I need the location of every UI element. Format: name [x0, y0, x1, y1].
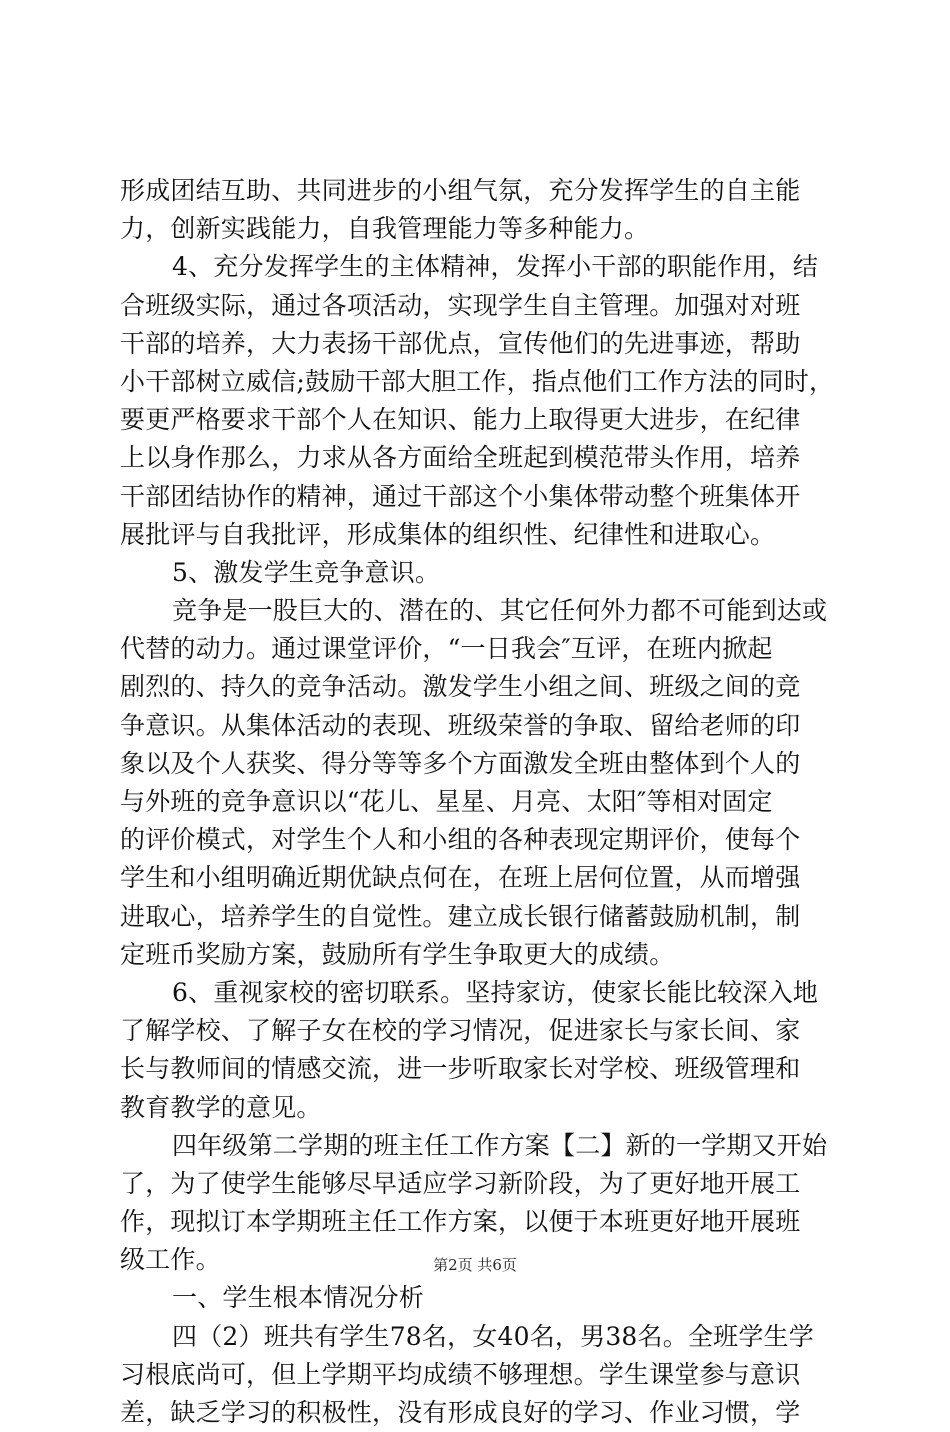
text-line: 6、重视家校的密切联系。坚持家访，使家长能比较深入地 — [172, 977, 819, 1007]
text-line: 差，缺乏学习的积极性，没有形成良好的学习、作业习惯，学 — [120, 1398, 801, 1427]
text-line: 象以及个人获奖、得分等等多个方面激发全班由整体到个人的 — [120, 748, 801, 778]
text-line: 合班级实际，通过各项活动，实现学生自主管理。加强对对班 — [120, 290, 801, 320]
page-footer: 第2页 共6页 — [433, 1256, 517, 1274]
text-line: 四年级第二学期的班主任工作方案【二】新的一学期又开始 — [172, 1130, 828, 1160]
text-line: 长与教师间的情感交流，进一步听取家长对学校、班级管理和 — [120, 1054, 801, 1084]
document-body — [120, 172, 836, 1432]
text-line: 剧烈的、持久的竞争活动。激发学生小组之间、班级之间的竞 — [120, 672, 801, 702]
text-line: 了解学校、了解子女在校的学习情况，促进家长与家长间、家 — [120, 1016, 801, 1046]
text-line: 争意识。从集体活动的表现、班级荣誉的争取、留给老师的印 — [120, 710, 801, 740]
text-line: 了，为了使学生能够尽早适应学习新阶段，为了更好地开展工 — [120, 1168, 801, 1198]
text-line: 学生和小组明确近期优缺点何在，在班上居何位置，从而增强 — [120, 863, 801, 893]
text-line: 习根底尚可，但上学期平均成绩不够理想。学生课堂参与意识 — [120, 1359, 801, 1389]
text-line: 进取心，培养学生的自觉性。建立成长银行储蓄鼓励机制，制 — [120, 901, 801, 931]
text-line: 5、激发学生竞争意识。 — [172, 557, 441, 587]
text-line: 竞争是一股巨大的、潜在的、其它任何外力都不可能到达或 — [172, 596, 828, 626]
text-line: 上以身作那么，力求从各方面给全班起到模范带头作用，培养 — [120, 443, 801, 473]
text-line: 力，创新实践能力，自我管理能力等多种能力。 — [120, 214, 650, 244]
text-line: 四（2）班共有学生78名，女40名，男38名。全班学生学 — [172, 1321, 814, 1351]
text-line: 定班币奖励方案，鼓励所有学生争取更大的成绩。 — [120, 939, 675, 969]
text-line: 的评价模式，对学生个人和小组的各种表现定期评价，使每个 — [120, 825, 801, 855]
text-line: 级工作。 — [120, 1245, 221, 1275]
text-line: 一、学生根本情况分析 — [172, 1283, 425, 1313]
text-line: 代替的动力。通过课堂评价，“一日我会″互评，在班内掀起 — [120, 634, 773, 664]
text-line: 教育教学的意见。 — [120, 1092, 322, 1122]
text-line: 形成团结互助、共同进步的小组气氛，充分发挥学生的自主能 — [120, 176, 801, 205]
text-line: 干部的培养，大力表扬干部优点，宣传他们的先进事迹，帮助 — [120, 328, 801, 358]
text-line: 4、充分发挥学生的主体精神，发挥小干部的职能作用，结 — [172, 252, 819, 282]
text-line: 小干部树立威信;鼓励干部大胆工作，指点他们工作方法的同时， — [120, 366, 835, 396]
text-line: 与外班的竞争意识以“花儿、星星、月亮、太阳″等相对固定 — [120, 787, 773, 816]
text-line: 干部团结协作的精神，通过干部这个小集体带动整个班集体开 — [120, 481, 801, 511]
text-line: 要更严格要求干部个人在知识、能力上取得更大进步，在纪律 — [120, 405, 801, 435]
text-line: 展批评与自我批评，形成集体的组织性、纪律性和进取心。 — [120, 519, 776, 549]
text-line: 作，现拟订本学期班主任工作方案，以便于本班更好地开展班 — [120, 1207, 801, 1237]
